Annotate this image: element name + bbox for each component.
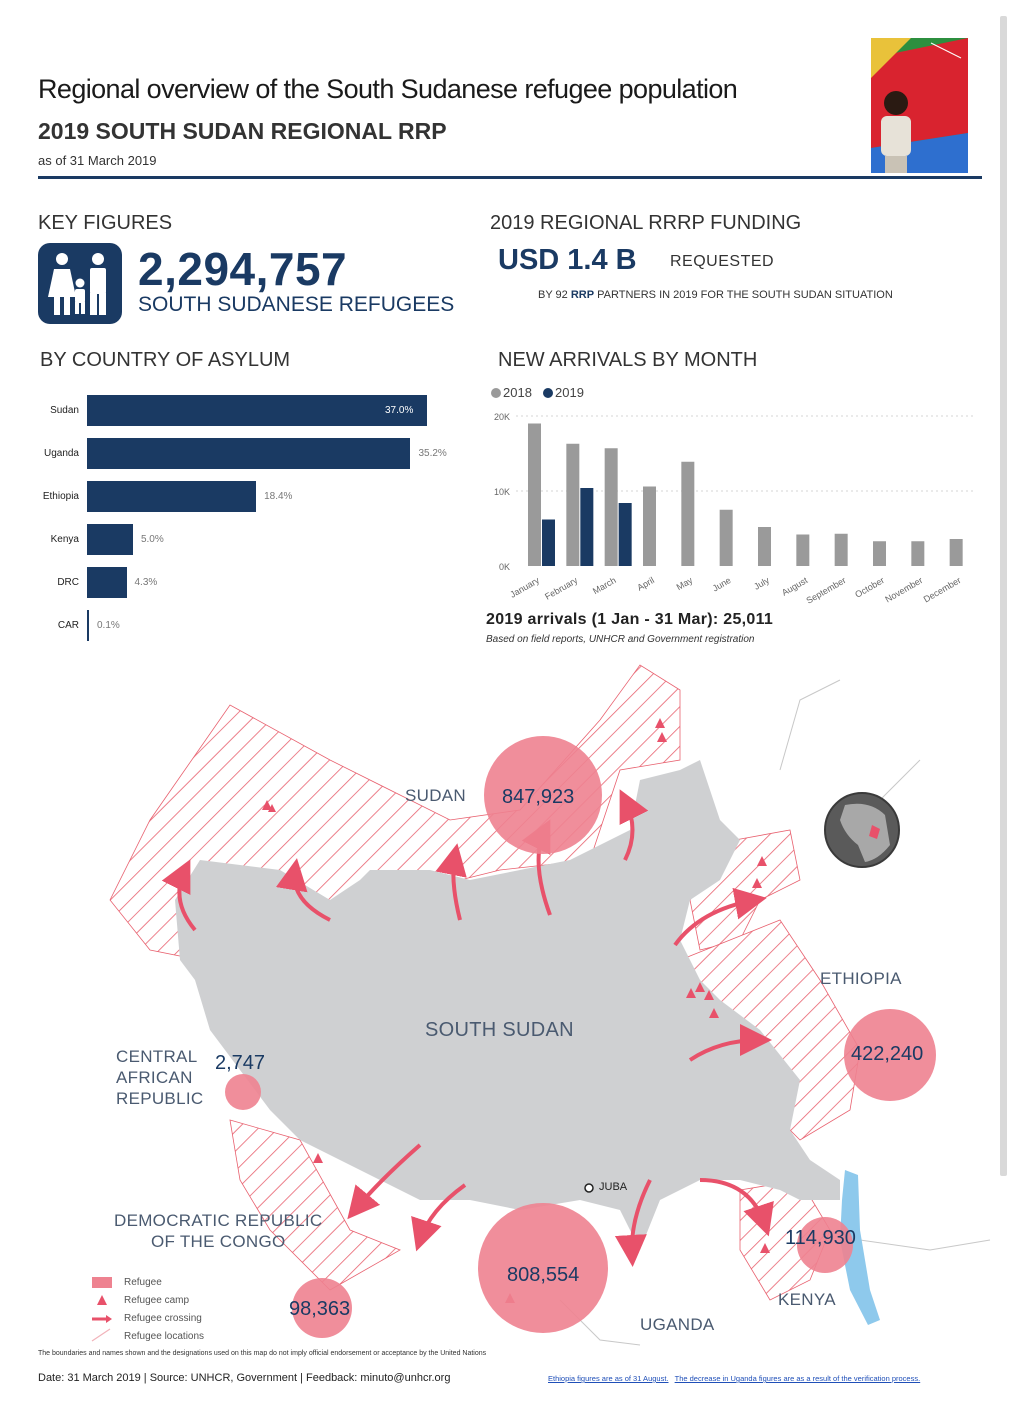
asylum-category-label: Ethiopia [42, 491, 79, 502]
as-of-date: as of 31 March 2019 [38, 153, 157, 168]
uganda-bubble-value: 808,554 [507, 1264, 580, 1286]
kenya-label: KENYA [778, 1290, 836, 1309]
x-tick-label: December [921, 575, 963, 605]
asylum-bar-value: 0.1% [97, 620, 120, 631]
arrivals-bar-2018 [566, 444, 579, 566]
funding-partners: BY 92 RRP PARTNERS IN 2019 FOR THE SOUTH SUDAN SITUATION [538, 289, 893, 301]
header-photo [871, 38, 968, 173]
ethiopia-note-link[interactable]: Ethiopia figures are as of 31 August. [548, 1374, 669, 1383]
arrivals-summary: 2019 arrivals (1 Jan - 31 Mar): 25,011 [486, 611, 774, 628]
legend-refugee-locations: Refugee locations [124, 1331, 205, 1342]
drc-bubble-value: 98,363 [289, 1298, 351, 1320]
south-sudan-label: SOUTH SUDAN [425, 1019, 574, 1041]
total-refugees-number: 2,294,757 [138, 243, 348, 295]
legend-refugee-camp: Refugee camp [124, 1295, 190, 1306]
key-figures-heading: KEY FIGURES [38, 212, 173, 234]
y-tick-label: 0K [498, 562, 510, 572]
arrivals-bar-2019 [542, 520, 555, 567]
y-tick-label: 20K [493, 412, 510, 422]
asylum-bar [87, 524, 133, 555]
x-tick-label: April [635, 575, 656, 593]
arrivals-bar-2018 [720, 510, 733, 566]
funding-amount: USD 1.4 B [498, 244, 637, 276]
map-disclaimer: The boundaries and names shown and the designations used on this map do not imply official endorsement or acceptance by the United Nations [38, 1350, 487, 1357]
asylum-category-label: CAR [57, 620, 79, 631]
arrivals-bar-2019 [580, 488, 593, 566]
arrivals-bar-2018 [605, 448, 618, 566]
asylum-bar [87, 567, 127, 598]
funding-heading: 2019 REGIONAL RRRP FUNDING [490, 212, 802, 234]
x-tick-label: June [710, 575, 733, 594]
funding-status: REQUESTED [670, 253, 775, 270]
asylum-bar [87, 438, 410, 469]
x-tick-label: February [543, 575, 580, 602]
family-icon [38, 243, 122, 324]
arrivals-bar-2018 [950, 539, 963, 566]
legend-swatch-2019 [543, 388, 553, 398]
ethiopia-label: ETHIOPIA [820, 969, 902, 988]
legend-symbols [90, 1275, 120, 1345]
x-tick-label: September [804, 575, 848, 606]
footer-source: Date: 31 March 2019 | Source: UNHCR, Government | Feedback: minuto@unhcr.org [38, 1372, 451, 1384]
kenya-bubble-value: 114,930 [785, 1227, 856, 1249]
scrollbar[interactable] [1000, 16, 1007, 1176]
car-label: CENTRAL AFRICAN REPUBLIC [116, 1047, 204, 1108]
asylum-bar [87, 481, 256, 512]
arrivals-bar-chart [486, 380, 986, 610]
ethiopia-bubble-value: 422,240 [851, 1043, 924, 1065]
asylum-category-label: DRC [57, 577, 79, 588]
arrivals-bar-2018 [643, 487, 656, 567]
arrivals-bar-2018 [911, 541, 924, 566]
asylum-category-label: Sudan [50, 405, 79, 416]
juba-marker [585, 1184, 593, 1192]
arrivals-bar-2018 [681, 462, 694, 566]
uganda-note-link[interactable]: The decrease in Uganda figures are as a result of the verification process. [674, 1374, 921, 1383]
asylum-bar-value: 37.0% [385, 405, 414, 416]
arrivals-bar-2018 [796, 535, 809, 567]
arrivals-note: Based on field reports, UNHCR and Government registration [486, 634, 755, 645]
sudan-label: SUDAN [405, 786, 467, 805]
asylum-bar-value: 5.0% [140, 534, 164, 545]
legend-refugee-crossing: Refugee crossing [124, 1313, 202, 1324]
asylum-bar-value: 18.4% [264, 491, 293, 502]
total-refugees-caption: SOUTH SUDANESE REFUGEES [138, 293, 455, 316]
sudan-bubble-value: 847,923 [502, 786, 575, 808]
legend-label-2018: 2018 [503, 385, 532, 400]
juba-label: JUBA [599, 1181, 628, 1193]
x-tick-label: May [674, 575, 695, 593]
x-tick-label: March [591, 575, 618, 597]
globe-inset-icon [825, 793, 899, 867]
arrivals-bar-2019 [619, 503, 632, 566]
legend-swatch-2018 [491, 388, 501, 398]
header-divider [38, 176, 982, 179]
asylum-bar-value: 4.3% [134, 577, 158, 588]
asylum-heading: BY COUNTRY OF ASYLUM [40, 349, 291, 371]
y-tick-label: 10K [493, 487, 510, 497]
car-bubble-value: 2,747 [215, 1052, 266, 1074]
asylum-category-label: Uganda [43, 448, 79, 459]
asylum-bar [87, 395, 427, 426]
asylum-bar [87, 610, 89, 641]
x-tick-label: August [780, 575, 810, 598]
x-tick-label: October [853, 575, 886, 600]
arrivals-bar-2018 [835, 534, 848, 566]
arrivals-bar-2018 [528, 424, 541, 567]
uganda-label: UGANDA [640, 1315, 715, 1334]
page-subtitle: 2019 SOUTH SUDAN REGIONAL RRP [38, 118, 447, 144]
drc-label: DEMOCRATIC REPUBLIC OF THE CONGO [114, 1211, 323, 1251]
legend-label-2019: 2019 [555, 385, 584, 400]
page-title: Regional overview of the South Sudanese refugee population [38, 74, 738, 104]
x-tick-label: July [752, 575, 771, 592]
x-tick-label: November [883, 575, 925, 605]
arrivals-bar-2018 [873, 541, 886, 566]
asylum-category-label: Kenya [50, 534, 79, 545]
footer-links [548, 1374, 920, 1383]
asylum-bar-value: 35.2% [418, 448, 447, 459]
x-tick-label: January [508, 575, 541, 600]
arrivals-heading: NEW ARRIVALS BY MONTH [498, 349, 758, 371]
arrivals-bar-2018 [758, 527, 771, 566]
legend-refugee: Refugee [124, 1277, 162, 1288]
